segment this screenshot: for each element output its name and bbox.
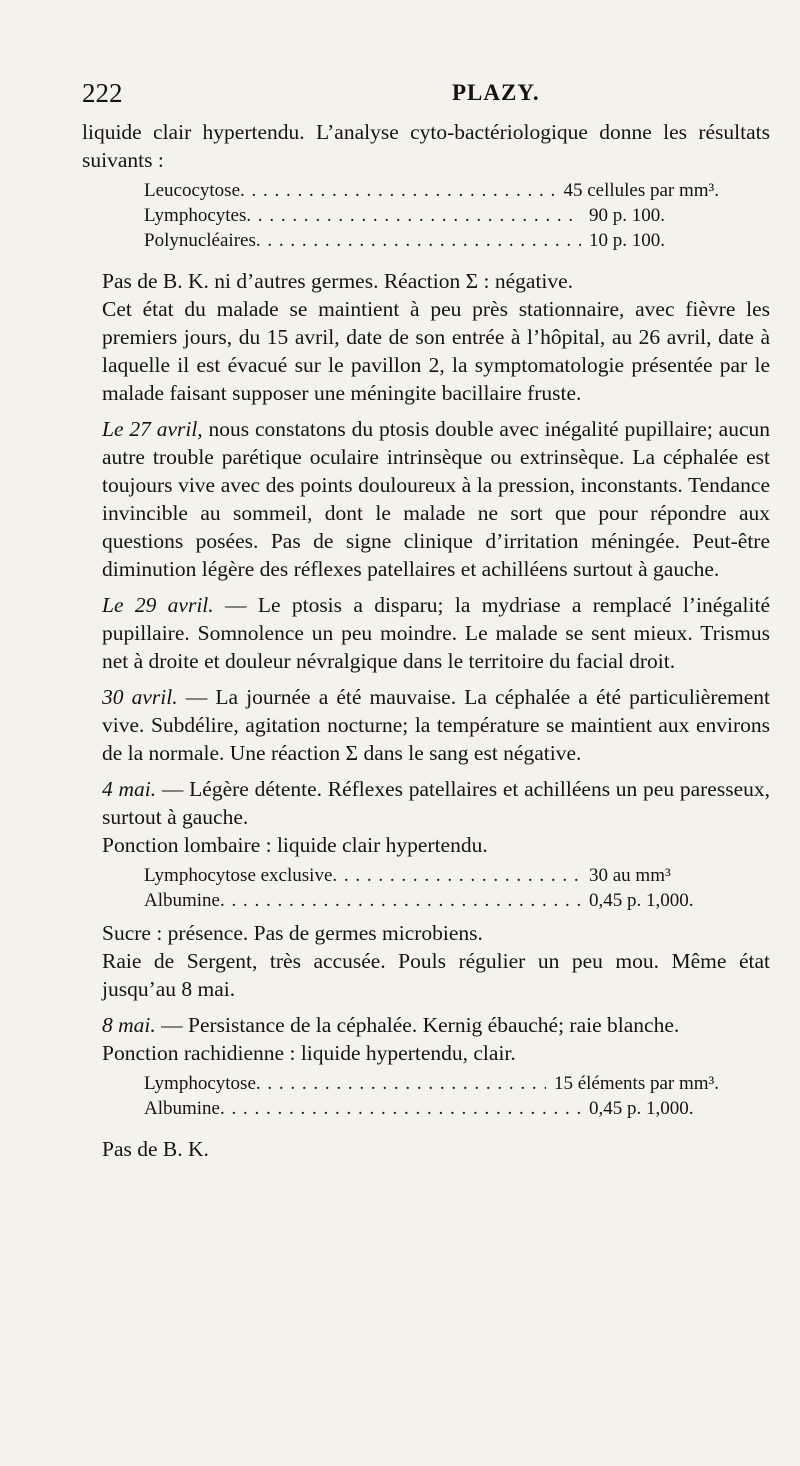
date-heading: Le 29 avril.	[102, 593, 214, 617]
leader-dots	[332, 863, 581, 888]
paragraph	[102, 591, 770, 675]
lab-results-table-3	[144, 1071, 719, 1121]
row-label: Leucocytose	[144, 180, 241, 201]
leader-dots	[256, 1071, 546, 1096]
paragraph-text: nous constatons du ptosis double avec inégalité pupillaire; aucun autre trouble parétique oculaire intrinsèque ou extrinsèque. La céphalée est toujours vive avec des points douloureux à la pression, inconstants. Tendance invincible au sommeil, dont le malade ne sort que pour répondre aux questions posées. Pas de signe clinique d’irritation méningée. Peut-être diminution légère des réflexes patellaires et achilléens surtout à gauche.	[102, 417, 770, 581]
page-number: 222	[82, 78, 123, 108]
row-label: Lymphocytes	[144, 205, 247, 226]
row-value: 0,45 p. 1,000.	[589, 890, 694, 911]
page-body	[82, 118, 771, 1163]
running-head: PLAZY.	[452, 80, 540, 105]
table-row	[144, 228, 719, 253]
paragraph	[102, 1011, 770, 1039]
paragraph: Cet état du malade se maintient à peu près stationnaire, avec fièvre les premiers jours, du 15 avril, date de son entrée à l’hôpital, au 26 avril, date à laquelle il est évacué sur le pavillon 2, la symptomatologie présentée par le malade faisant supposer une méningite bacillaire fruste.	[102, 297, 770, 405]
table-row	[144, 1096, 719, 1121]
paragraph-continuation: liquide clair hypertendu. L’analyse cyto-bactériologique donne les résultats suivants :	[82, 120, 770, 172]
date-heading: 30 avril.	[102, 685, 178, 709]
row-label: Lymphocytose	[144, 1073, 256, 1094]
paragraph	[102, 683, 770, 767]
table-row	[144, 178, 719, 203]
paragraph-text: — La journée a été mauvaise. La céphalée a été particulièrement vive. Subdélire, agitation nocturne; la température se maintient aux environs de la normale. Une réaction Σ dans le sang est négative.	[102, 685, 771, 765]
paragraph	[102, 775, 770, 831]
row-value: 45 cellules par mm³.	[563, 180, 719, 201]
leader-dots	[220, 1096, 581, 1121]
leader-dots	[256, 228, 581, 253]
table-row	[144, 203, 719, 228]
table-row	[144, 888, 719, 913]
row-label: Lymphocytose exclusive	[144, 865, 333, 886]
leader-dots	[240, 178, 555, 203]
date-heading: 8 mai.	[102, 1013, 156, 1037]
paragraph	[102, 415, 770, 583]
paragraph: Ponction lombaire : liquide clair hypertendu.	[102, 833, 488, 857]
row-label: Albumine	[144, 1098, 220, 1119]
row-value: 0,45 p. 1,000.	[589, 1098, 694, 1119]
paragraph-text: — Légère détente. Réflexes patellaires et achilléens un peu paresseux, surtout à gauche.	[102, 777, 770, 829]
paragraph: Sucre : présence. Pas de germes microbiens.	[102, 921, 483, 945]
paragraph: Pas de B. K.	[102, 1137, 209, 1161]
row-value: 90 p. 100.	[589, 205, 665, 226]
page-header	[82, 70, 772, 110]
row-value: 15 éléments par mm³.	[553, 1073, 719, 1094]
paragraph: Pas de B. K. ni d’autres germes. Réaction Σ : négative.	[102, 269, 574, 293]
date-heading: Le 27 avril,	[102, 417, 203, 441]
table-row	[144, 1071, 719, 1096]
row-label: Albumine	[144, 890, 220, 911]
row-value: 30 au mm³	[589, 865, 671, 886]
date-heading: 4 mai.	[102, 777, 157, 801]
paragraph-text: — Le ptosis a disparu; la mydriase a remplacé l’inégalité pupillaire. Somnolence un peu moindre. Le malade se sent mieux. Trismus net à droite et douleur névralgique dans le territoire du facial droit.	[102, 593, 770, 673]
leader-dots	[220, 888, 581, 913]
lab-results-table-2	[144, 863, 719, 913]
paragraph: Ponction rachidienne : liquide hypertendu, clair.	[102, 1041, 516, 1065]
paragraph-text: — Persistance de la céphalée. Kernig ébauché; raie blanche.	[155, 1013, 680, 1037]
leader-dots	[246, 203, 581, 228]
row-value: 10 p. 100.	[589, 230, 665, 251]
table-row	[144, 863, 719, 888]
row-label: Polynucléaires	[144, 230, 256, 251]
lab-results-table-1	[144, 178, 719, 253]
paragraph: Raie de Sergent, très accusée. Pouls régulier un peu mou. Même état jusqu’au 8 mai.	[102, 949, 770, 1001]
